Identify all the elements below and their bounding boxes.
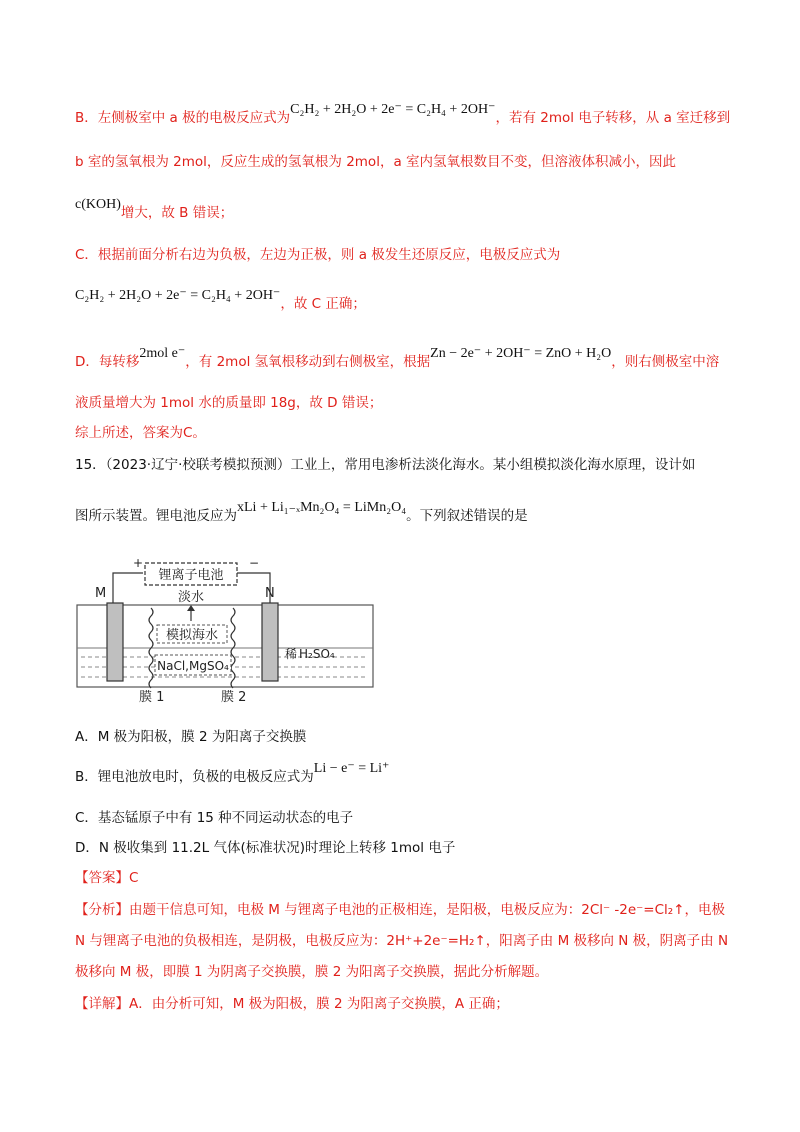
choice-b (75, 761, 390, 788)
option-d-text-2: ，有 2mol 氢氧根移动到右侧极室，根据 (185, 354, 431, 370)
electrode-m-label: M (95, 586, 107, 601)
option-b-text-2: ，若有 2mol 电子转移，从 a 室迁移到 (495, 110, 731, 126)
question-15-text-2: 。下列叙述错误的是 (406, 508, 528, 524)
seawater-label: 模拟海水 (165, 628, 219, 643)
answer-line: 【答案】C (75, 870, 139, 886)
analysis-line3: 极移向 M 极，即膜 1 为阴离子交换膜，膜 2 为阳离子交换膜，据此分析解题。 (75, 964, 549, 980)
membrane-2-label: 膜 2 (221, 690, 247, 703)
question-15-line1: 15．（2023·辽宁·校联考模拟预测）工业上，常用电渗析法淡化海水。某小组模拟淡化海水原理，设计如 (75, 457, 696, 473)
negative-terminal: − (249, 556, 260, 570)
fresh-water-label: 淡水 (177, 590, 205, 605)
option-d-line2: 液质量增大为 1mol 水的质量即 18g，故 D 错误； (75, 395, 383, 411)
electrode-n-label: N (265, 586, 275, 601)
choice-a: A．M 极为阳极，膜 2 为阳离子交换膜 (75, 729, 307, 745)
option-b-text: B．左侧极室中 a 极的电极反应式为 (75, 110, 291, 126)
option-c-conclusion: ，故 C 正确； (280, 296, 366, 312)
equation-c: C₂H₂ + 2H₂O + 2e⁻ = C₂H₄ + 2OH⁻ (75, 288, 281, 303)
option-b-line2: b 室的氢氧根为 2mol，反应生成的氢氧根为 2mol，a 室内氢氧根数目不变，但溶液体积减小，因此 (75, 154, 677, 170)
acid-label: H₂SO₄ (299, 647, 335, 661)
positive-terminal: + (133, 556, 144, 570)
option-b-conclusion: 增大，故 B 错误； (120, 205, 234, 221)
membrane-1-label: 膜 1 (139, 690, 165, 703)
lithium-battery-reaction: xLi + Li₁₋ₓMn₂O₄ = LiMn₂O₄ (237, 500, 407, 515)
electrode-n (262, 603, 278, 681)
option-b-line3 (75, 197, 234, 224)
dilute-label: 稀 (285, 647, 298, 661)
option-d-line1 (75, 346, 720, 373)
electrodialysis-diagram (75, 553, 375, 703)
electron-amount: 2mol e⁻ (139, 346, 186, 361)
choice-b-text: B．锂电池放电时，负极的电极反应式为 (75, 769, 314, 785)
option-b-line1 (75, 102, 731, 129)
option-c-line1: C．根据前面分析右边为负极，左边为正极，则 a 极发生还原反应，电极反应式为 (75, 247, 561, 263)
detail-line: 【详解】A．由分析可知，M 极为阳极，膜 2 为阳离子交换膜，A 正确； (75, 996, 509, 1012)
analysis-line2: N 与锂离子电池的负极相连，是阴极，电极反应为：2H⁺+2e⁻=H₂↑，阳离子由 M 极移向 N 极，阴离子由 N (75, 933, 729, 949)
equation-d: Zn − 2e⁻ + 2OH⁻ = ZnO + H₂O (430, 346, 612, 361)
option-d-text-3: ，则右侧极室中溶 (611, 354, 720, 370)
equation-b: C₂H₂ + 2H₂O + 2e⁻ = C₂H₄ + 2OH⁻ (290, 102, 496, 117)
choice-c: C．基态锰原子中有 15 种不同运动状态的电子 (75, 810, 354, 826)
electrode-m (107, 603, 123, 681)
option-d-text: D．每转移 (75, 354, 140, 370)
question-15-line2 (75, 500, 528, 527)
choice-d: D．N 极收集到 11.2L 气体(标准状况)时理论上转移 1mol 电子 (75, 840, 456, 856)
kaoh-concentration: c(KOH) (75, 197, 121, 212)
summary-line: 综上所述，答案为C。 (75, 425, 206, 441)
option-c-line2 (75, 288, 366, 315)
salts-label: NaCl,MgSO₄ (157, 659, 229, 673)
battery-label: 锂离子电池 (158, 568, 224, 583)
choice-b-equation: Li − e⁻ = Li⁺ (313, 761, 390, 776)
question-15-text: 图所示装置。锂电池反应为 (75, 508, 237, 524)
analysis-line1: 【分析】由题干信息可知，电极 M 与锂离子电池的正极相连，是阳极，电极反应为：2Cl⁻ -2e⁻=Cl₂↑，电极 (75, 902, 726, 918)
